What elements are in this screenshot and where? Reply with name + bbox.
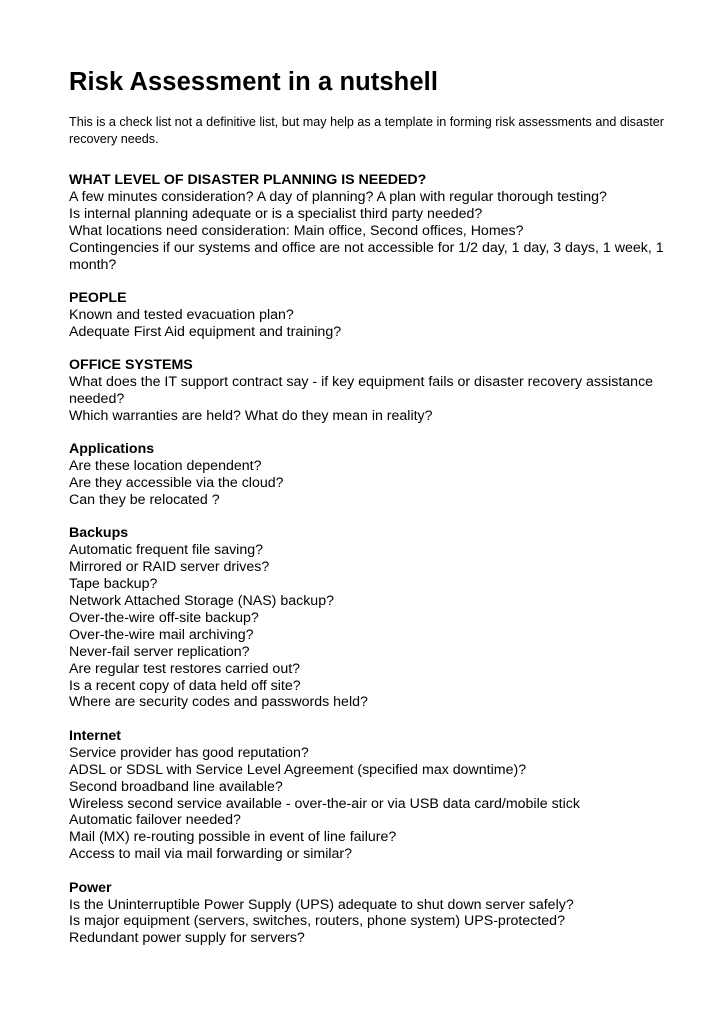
checklist-line: What does the IT support contract say - if key equipment fails or disaster recovery assistance needed? (69, 374, 654, 407)
section (69, 290, 709, 341)
section (69, 728, 709, 863)
section-heading: Power (69, 879, 112, 896)
checklist-line: Over-the-wire off-site backup? (69, 609, 259, 626)
section (69, 880, 709, 948)
checklist-line: Where are security codes and passwords held? (69, 694, 368, 711)
checklist-line: Is the Uninterruptible Power Supply (UPS) adequate to shut down server safely? (69, 896, 574, 913)
checklist-line: Over-the-wire mail archiving? (69, 626, 254, 643)
section (69, 357, 709, 425)
checklist-line: Is internal planning adequate or is a specialist third party needed? (69, 205, 483, 222)
section-heading: OFFICE SYSTEMS (69, 357, 193, 374)
intro-paragraph: This is a check list not a definitive list, but may help as a template in forming risk assessments and disaster recovery needs. (69, 115, 664, 146)
checklist-line: Is a recent copy of data held off site? (69, 677, 301, 694)
section (69, 525, 709, 711)
page-title: Risk Assessment in a nutshell (69, 68, 439, 96)
checklist-line: A few minutes consideration? A day of planning? A plan with regular thorough testing? (69, 188, 607, 205)
checklist-line: Automatic frequent file saving? (69, 542, 264, 559)
section (69, 172, 709, 273)
sections-container (69, 172, 709, 947)
checklist-line: Mail (MX) re-routing possible in event of line failure? (69, 829, 397, 846)
section-heading: Applications (69, 441, 155, 458)
checklist-line: Access to mail via mail forwarding or similar? (69, 846, 353, 863)
checklist-line: Tape backup? (69, 576, 158, 593)
checklist-line: Which warranties are held? What do they mean in reality? (69, 407, 433, 424)
section (69, 441, 709, 509)
checklist-line: Second broadband line available? (69, 778, 283, 795)
section-heading: PEOPLE (69, 289, 127, 306)
checklist-line: Are regular test restores carried out? (69, 660, 301, 677)
checklist-line: Can they be relocated ? (69, 492, 220, 508)
section-heading: Internet (69, 727, 122, 744)
checklist-line: Is major equipment (servers, switches, routers, phone system) UPS-protected? (69, 913, 565, 930)
checklist-line: Are these location dependent? (69, 458, 262, 475)
checklist-line: Never-fail server replication? (69, 643, 250, 660)
checklist-line: Are they accessible via the cloud? (69, 475, 284, 492)
checklist-line: Wireless second service available - over-the-air or via USB data card/mobile stick (69, 795, 580, 812)
checklist-line: Automatic failover needed? (69, 812, 241, 829)
checklist-line: Service provider has good reputation? (69, 744, 309, 761)
section-heading: WHAT LEVEL OF DISASTER PLANNING IS NEEDED? (69, 172, 427, 188)
section-heading: Backups (69, 525, 129, 542)
checklist-line: Redundant power supply for servers? (69, 930, 305, 947)
checklist-line: Adequate First Aid equipment and training? (69, 323, 342, 340)
checklist-line: Network Attached Storage (NAS) backup? (69, 593, 334, 610)
document-page (69, 64, 709, 964)
checklist-line: ADSL or SDSL with Service Level Agreement (specified max downtime)? (69, 761, 527, 778)
checklist-line: What locations need consideration: Main office, Second offices, Homes? (69, 222, 524, 239)
checklist-line: Contingencies if our systems and office are not accessible for 1/2 day, 1 day, 3 days, 1 week, 1 month? (69, 239, 664, 273)
checklist-line: Known and tested evacuation plan? (69, 306, 294, 323)
checklist-line: Mirrored or RAID server drives? (69, 559, 270, 576)
